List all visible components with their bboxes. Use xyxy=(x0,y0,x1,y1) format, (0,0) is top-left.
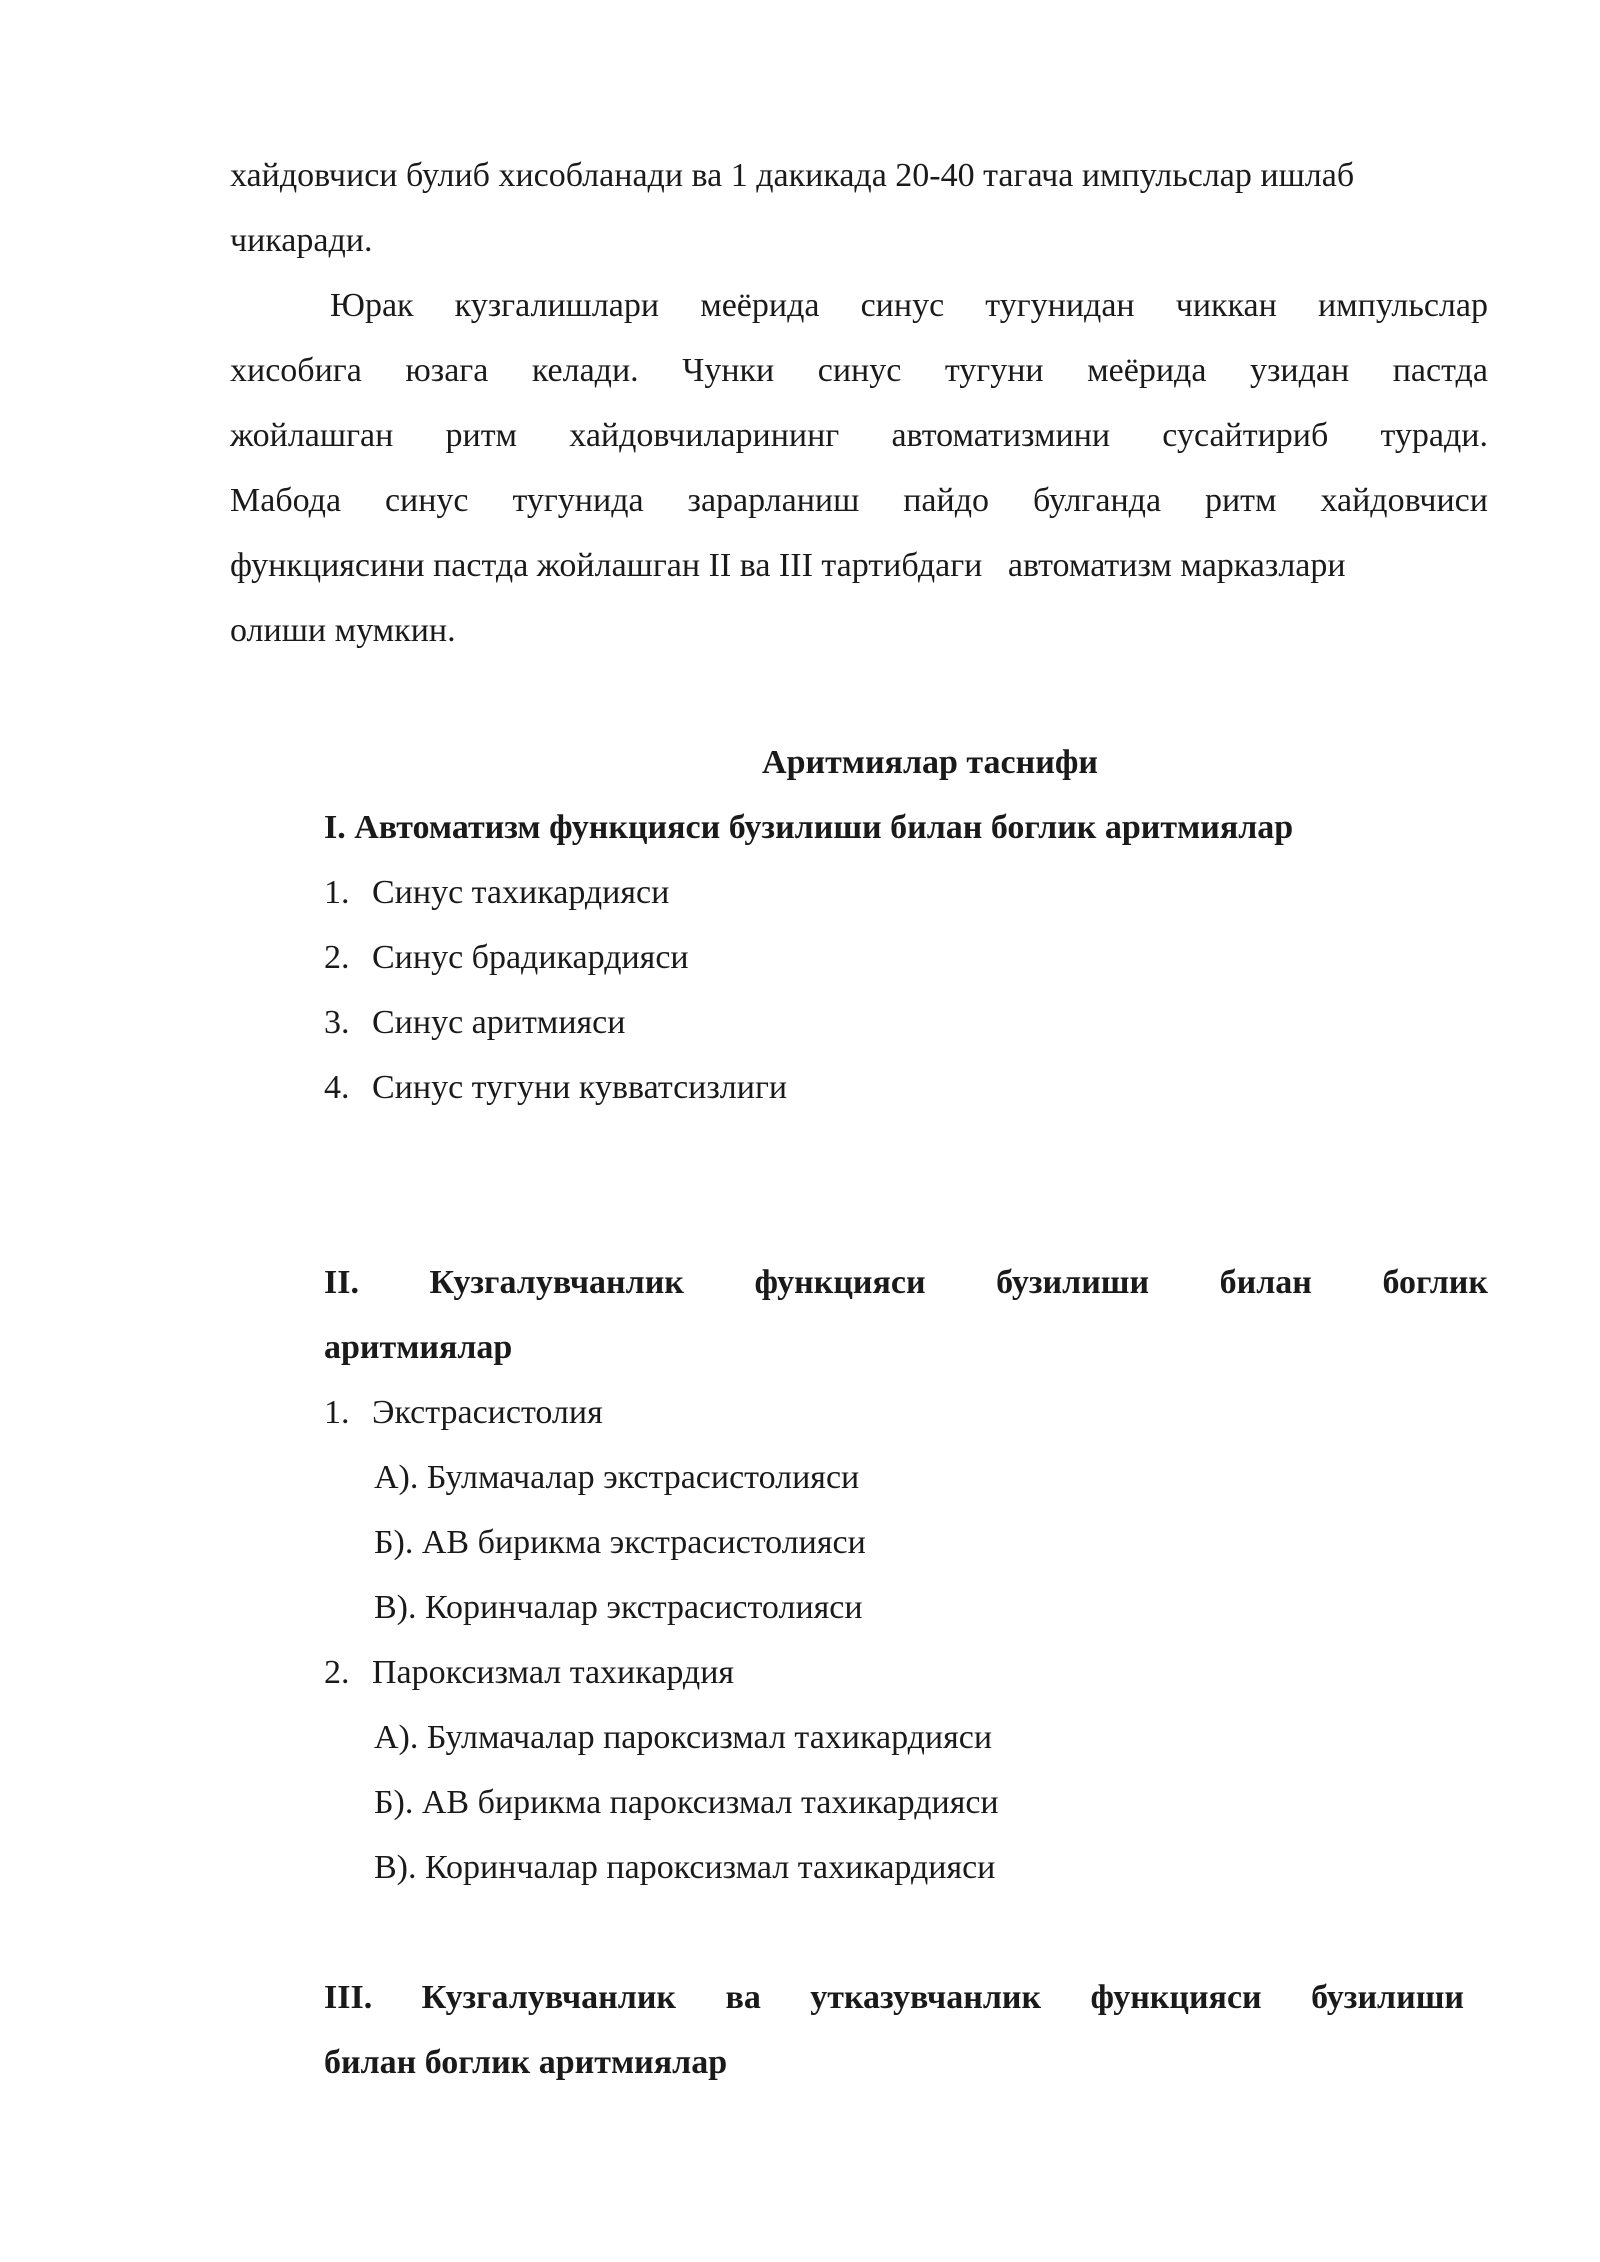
word: хайдовчиси xyxy=(1320,482,1488,519)
section-2-heading-line-2: аритмиялар xyxy=(324,1329,513,1366)
word: III. xyxy=(324,1979,373,2016)
word: импульслар xyxy=(1317,287,1488,324)
word: боглик xyxy=(1382,1264,1488,1301)
list-item xyxy=(324,936,689,980)
word: синус xyxy=(384,482,469,519)
classification-title: Аритмиялар таснифи xyxy=(762,744,1098,781)
word: зарарланиш xyxy=(687,482,860,519)
word: синус xyxy=(817,352,902,389)
word: булганда xyxy=(1032,482,1162,519)
word: туради. xyxy=(1380,417,1488,454)
word: пайдо xyxy=(903,482,990,519)
list-item xyxy=(324,871,669,915)
list-label: Синус брадикардияси xyxy=(372,939,689,976)
sub-list-item: Б). АВ бирикма экстрасистолияси xyxy=(374,1524,866,1561)
word: Чунки xyxy=(682,352,775,389)
word: синус xyxy=(860,287,945,324)
list-label: Синус аритмияси xyxy=(372,1004,626,1041)
list-number: 3. xyxy=(324,1004,350,1041)
word: пастда xyxy=(1392,352,1488,389)
word: хайдовчиларининг xyxy=(569,417,840,454)
section-3-heading-line-1 xyxy=(324,1976,1464,2020)
list-number: 1. xyxy=(324,1394,350,1431)
word: ритм xyxy=(1204,482,1277,519)
sub-list-item: Б). АВ бирикма пароксизмал тахикардияси xyxy=(374,1784,999,1821)
word: билан xyxy=(1219,1264,1312,1301)
list-label: Пароксизмал тахикардия xyxy=(372,1654,735,1691)
word: автоматизмини xyxy=(891,417,1111,454)
sub-list-item: А). Булмачалар экстрасистолияси xyxy=(374,1459,860,1496)
word: Мабода xyxy=(230,482,342,519)
word: жойлашган xyxy=(230,417,394,454)
word: сусайтириб xyxy=(1162,417,1329,454)
sub-list-item: В). Коринчалар пароксизмал тахикардияси xyxy=(374,1849,996,1886)
word: II. xyxy=(324,1264,359,1301)
section-1-heading: I. Автоматизм функцияси бузилиши билан боглик аритмиялар xyxy=(324,809,1294,846)
word: келади. xyxy=(531,352,639,389)
word: бузилиши xyxy=(996,1264,1150,1301)
list-number: 4. xyxy=(324,1069,350,1106)
sub-list-item: А). Булмачалар пароксизмал тахикардияси xyxy=(374,1719,993,1756)
paragraph-2-line-6: олиши мумкин. xyxy=(230,612,456,649)
word: функцияси xyxy=(1090,1979,1262,2016)
word: Кузгалувчанлик xyxy=(421,1979,677,2016)
list-label: Синус тугуни кувватсизлиги xyxy=(372,1069,788,1106)
paragraph-2-line-2 xyxy=(230,349,1488,393)
section-2-heading-line-1 xyxy=(324,1261,1488,1305)
list-number: 1. xyxy=(324,874,350,911)
word: узидан xyxy=(1249,352,1350,389)
list-number: 2. xyxy=(324,939,350,976)
paragraph-2-line-4 xyxy=(230,479,1488,523)
word: Юрак xyxy=(330,287,414,324)
word: тугунида xyxy=(512,482,644,519)
word: ва xyxy=(725,1979,761,2016)
word: бузилиши xyxy=(1311,1979,1464,2016)
paragraph-2-line-1 xyxy=(330,284,1488,328)
list-item xyxy=(324,1391,603,1435)
word: тугуни xyxy=(944,352,1044,389)
paragraph-1-line-2: чикаради. xyxy=(230,222,373,259)
section-3-heading-line-2: билан боглик аритмиялар xyxy=(324,2044,728,2081)
word: функцияси xyxy=(754,1264,926,1301)
paragraph-1-line-1: хайдовчиси булиб хисобланади ва 1 дакикада 20-40 тагача импульслар ишлаб xyxy=(230,157,1355,194)
word: меёрида xyxy=(700,287,820,324)
word: чиккан xyxy=(1175,287,1277,324)
list-item xyxy=(324,1066,787,1110)
list-number: 2. xyxy=(324,1654,350,1691)
word: кузгалишлари xyxy=(454,287,660,324)
word: утказувчанлик xyxy=(810,1979,1042,2016)
word: тугунидан xyxy=(985,287,1135,324)
word: меёрида xyxy=(1087,352,1207,389)
list-item xyxy=(324,1001,625,1045)
word: Кузгалувчанлик xyxy=(429,1264,684,1301)
list-item xyxy=(324,1651,734,1695)
sub-list-item: В). Коринчалар экстрасистолияси xyxy=(374,1589,863,1626)
paragraph-2-line-3 xyxy=(230,414,1488,458)
list-label: Экстрасистолия xyxy=(372,1394,603,1431)
paragraph-2-line-5: функциясини пастда жойлашган II ва III тартибдаги автоматизм марказлари xyxy=(230,547,1346,584)
word: юзага xyxy=(405,352,489,389)
list-label: Синус тахикардияси xyxy=(372,874,670,911)
word: хисобига xyxy=(230,352,362,389)
word: ритм xyxy=(445,417,518,454)
